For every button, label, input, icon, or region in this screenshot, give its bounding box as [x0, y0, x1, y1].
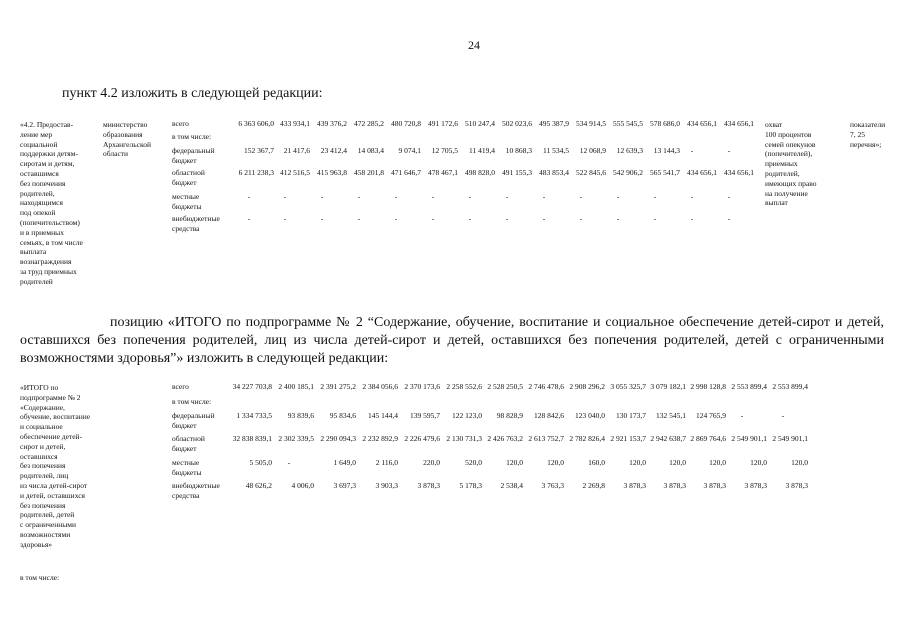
table-cell: 11 419,4: [469, 146, 495, 155]
table-cell: 6 211 238,3: [238, 168, 274, 177]
table-cell: -: [394, 192, 398, 201]
row-label: в том числе:: [172, 132, 212, 141]
table-cell: 5 178,3: [459, 481, 482, 490]
table-cell: 3 697,3: [333, 481, 356, 490]
table-cell: -: [320, 214, 324, 223]
table-cell: 120,0: [791, 458, 808, 467]
table-cell: -: [653, 214, 657, 223]
table-cell: -: [247, 214, 251, 223]
table-cell: 2 269,8: [582, 481, 605, 490]
table-cell: -: [542, 192, 546, 201]
table-cell: 412 516,5: [280, 168, 310, 177]
table-cell: 120,0: [750, 458, 767, 467]
table-cell: 95 834,6: [329, 411, 356, 420]
table-cell: -: [616, 192, 620, 201]
table-cell: 495 387,9: [539, 119, 569, 128]
table-cell: 3 079 182,1: [650, 382, 686, 391]
table-cell: -: [468, 214, 472, 223]
page-number: 24: [468, 38, 480, 52]
table-cell: 132 545,1: [656, 411, 686, 420]
table-cell: 120,0: [709, 458, 726, 467]
table-cell: 498 828,0: [465, 168, 495, 177]
table-cell: 93 839,6: [287, 411, 314, 420]
table-cell: 130 173,7: [616, 411, 646, 420]
table-cell: 434 656,1: [687, 168, 717, 177]
measure-name-cell: «4.2. Предостав- ление мер социальной поддержки детям- сиротам и детям, оставшимся без попечения родителей, находящимся под опекой (попечительством) и в приемных семьях, в том числе выплата вознаграждения за труд приемных родителей: [20, 120, 83, 286]
table-cell: 3 903,3: [375, 481, 398, 490]
table-cell: 2 549 901,1: [731, 434, 767, 443]
table-cell: 2 400 185,1: [278, 382, 314, 391]
table-cell: -: [727, 146, 731, 155]
table-cell: 2 226 479,6: [404, 434, 440, 443]
outcome-cell: охват 100 процентов семей опекунов (попечителей), приемных родителей, имеющих право на получение выплат: [765, 120, 817, 208]
table-cell: 542 906,2: [613, 168, 643, 177]
table-cell: 3 055 325,7: [610, 382, 646, 391]
table-cell: 13 144,3: [653, 146, 680, 155]
table-cell: 3 878,3: [623, 481, 646, 490]
table-cell: 1 649,0: [333, 458, 356, 467]
table-cell: 578 686,0: [650, 119, 680, 128]
table-cell: 2 391 275,2: [320, 382, 356, 391]
table-cell: 5 505,0: [249, 458, 272, 467]
table-cell: -: [727, 214, 731, 223]
table-cell: -: [690, 192, 694, 201]
table-cell: 32 838 839,1: [232, 434, 272, 443]
table-cell: 34 227 703,8: [232, 382, 272, 391]
table-cell: -: [247, 192, 251, 201]
table-cell: 2 528 250,5: [487, 382, 523, 391]
row-label: всего: [172, 382, 189, 391]
table-cell: -: [727, 192, 731, 201]
table-cell: 555 545,5: [613, 119, 643, 128]
itogo-name-cell: «ИТОГО по подпрограмме № 2 «Содержание, обучение, воспитание и социальное обеспечение детей- сирот и детей, оставшихся без попечения родителей, лиц из числа детей-сирот и детей, оставшихся без попечения родителей, детей с ограниченными возможностями здоровья»: [20, 383, 91, 549]
table-cell: 458 201,8: [354, 168, 384, 177]
table-cell: 120,0: [506, 458, 523, 467]
table-cell: 534 914,5: [576, 119, 606, 128]
table-cell: 2 908 296,2: [569, 382, 605, 391]
table-cell: 10 868,3: [505, 146, 532, 155]
table-cell: 12 639,3: [616, 146, 643, 155]
table-cell: -: [357, 192, 361, 201]
table-cell: 480 720,8: [391, 119, 421, 128]
row-label: внебюджетные средства: [172, 481, 220, 500]
table-cell: 2 553 899,4: [731, 382, 767, 391]
row-label: местные бюджеты: [172, 192, 202, 211]
row-label: внебюджетные средства: [172, 214, 220, 233]
table-cell: 21 417,6: [283, 146, 310, 155]
table-cell: 3 763,3: [541, 481, 564, 490]
executor-cell: министерство образования Архангельской области: [103, 120, 151, 159]
table-cell: 11 534,5: [543, 146, 569, 155]
table-cell: 2 370 173,6: [404, 382, 440, 391]
table-cell: -: [431, 214, 435, 223]
row-label: федеральный бюджет: [172, 411, 215, 430]
table-cell: 3 878,3: [744, 481, 767, 490]
row-label: федеральный бюджет: [172, 146, 215, 165]
table-cell: -: [431, 192, 435, 201]
table-cell: 415 963,8: [317, 168, 347, 177]
table-cell: 48 626,2: [245, 481, 272, 490]
heading-itogo: позицию «ИТОГО по подпрограмме № 2 “Содержание, обучение, воспитание и социальное обеспечение детей-сирот и детей, оставшихся без попечения родителей, лиц из числа детей-сирот и детей, оставшихся без попечения родителей, детей с ограниченными возможностями здоровья”» изложить в следующей редакции:: [20, 315, 884, 366]
row-label: областной бюджет: [172, 168, 205, 187]
table-cell: 3 878,3: [417, 481, 440, 490]
table-cell: -: [287, 458, 291, 467]
table-cell: 123 040,0: [575, 411, 605, 420]
table-cell: 2 921 153,7: [610, 434, 646, 443]
table-cell: 472 285,2: [354, 119, 384, 128]
table-cell: 502 023,6: [502, 119, 532, 128]
table-cell: 439 376,2: [317, 119, 347, 128]
table-cell: 2 998 128,8: [690, 382, 726, 391]
table-cell: 1 334 733,5: [236, 411, 272, 420]
table-cell: 14 083,4: [357, 146, 384, 155]
table-cell: 483 853,4: [539, 168, 569, 177]
table-cell: -: [357, 214, 361, 223]
table-cell: -: [505, 192, 509, 201]
table-cell: 434 656,1: [687, 119, 717, 128]
table-cell: 2 426 763,2: [487, 434, 523, 443]
table-cell: 491 155,3: [502, 168, 532, 177]
table-cell: 2 549 901,1: [772, 434, 808, 443]
row-label: в том числе:: [172, 397, 212, 406]
table-cell: -: [283, 214, 287, 223]
indicators-cell: показатели 7, 25 перечня»;: [850, 120, 886, 149]
table-cell: 478 467,1: [428, 168, 458, 177]
table-cell: 98 828,9: [496, 411, 523, 420]
table-cell: -: [320, 192, 324, 201]
table-cell: 434 656,1: [724, 168, 754, 177]
table-cell: 2 869 764,6: [690, 434, 726, 443]
table-cell: 2 116,0: [375, 458, 398, 467]
table-cell: -: [505, 214, 509, 223]
table-cell: -: [579, 192, 583, 201]
table-cell: 433 934,1: [280, 119, 310, 128]
table-cell: -: [468, 192, 472, 201]
table-cell: -: [579, 214, 583, 223]
row-label: местные бюджеты: [172, 458, 202, 477]
table-cell: 23 412,4: [320, 146, 347, 155]
table-cell: 120,0: [669, 458, 686, 467]
row-label: всего: [172, 119, 189, 128]
table-cell: -: [690, 214, 694, 223]
table-cell: 220,0: [423, 458, 440, 467]
table-cell: -: [394, 214, 398, 223]
table-cell: 12 705,5: [431, 146, 458, 155]
table-cell: 160,0: [588, 458, 605, 467]
table-cell: 3 878,3: [785, 481, 808, 490]
table-cell: 124 765,9: [696, 411, 726, 420]
table-cell: 510 247,4: [465, 119, 495, 128]
table-cell: 120,0: [629, 458, 646, 467]
table-cell: -: [690, 146, 694, 155]
table-cell: 520,0: [465, 458, 482, 467]
table-cell: 2 782 826,4: [569, 434, 605, 443]
table-cell: 2 290 094,3: [320, 434, 356, 443]
table-cell: 2 384 056,6: [362, 382, 398, 391]
heading-item-4-2: пункт 4.2 изложить в следующей редакции:: [62, 86, 323, 101]
table-cell: 491 172,6: [428, 119, 458, 128]
table-cell: 2 553 899,4: [772, 382, 808, 391]
table-cell: 4 006,0: [291, 481, 314, 490]
table-cell: 2 746 478,6: [528, 382, 564, 391]
table-cell: 6 363 606,0: [238, 119, 274, 128]
table-cell: 122 123,0: [452, 411, 482, 420]
footer-note: в том числе:: [20, 573, 60, 582]
table-cell: 120,0: [547, 458, 564, 467]
table-cell: -: [781, 411, 785, 420]
table-cell: -: [542, 214, 546, 223]
row-label: областной бюджет: [172, 434, 205, 453]
table-cell: 471 646,7: [391, 168, 421, 177]
table-cell: 3 878,3: [703, 481, 726, 490]
table-cell: -: [740, 411, 744, 420]
table-cell: 565 541,7: [650, 168, 680, 177]
table-cell: 2 130 731,3: [446, 434, 482, 443]
table-cell: 2 942 638,7: [650, 434, 686, 443]
table-cell: 2 538,4: [500, 481, 523, 490]
table-cell: 152 367,7: [244, 146, 274, 155]
table-cell: 434 656,1: [724, 119, 754, 128]
table-cell: -: [653, 192, 657, 201]
table-cell: -: [283, 192, 287, 201]
table-cell: 2 613 752,7: [528, 434, 564, 443]
table-cell: 128 842,6: [534, 411, 564, 420]
table-cell: 2 302 339,5: [278, 434, 314, 443]
table-cell: 2 232 892,9: [362, 434, 398, 443]
table-cell: 522 845,6: [576, 168, 606, 177]
table-cell: 145 144,4: [368, 411, 398, 420]
table-cell: 12 068,9: [579, 146, 606, 155]
table-cell: 9 074,1: [398, 146, 421, 155]
table-cell: 3 878,3: [663, 481, 686, 490]
table-cell: -: [616, 214, 620, 223]
table-cell: 2 258 552,6: [446, 382, 482, 391]
table-cell: 139 595,7: [410, 411, 440, 420]
